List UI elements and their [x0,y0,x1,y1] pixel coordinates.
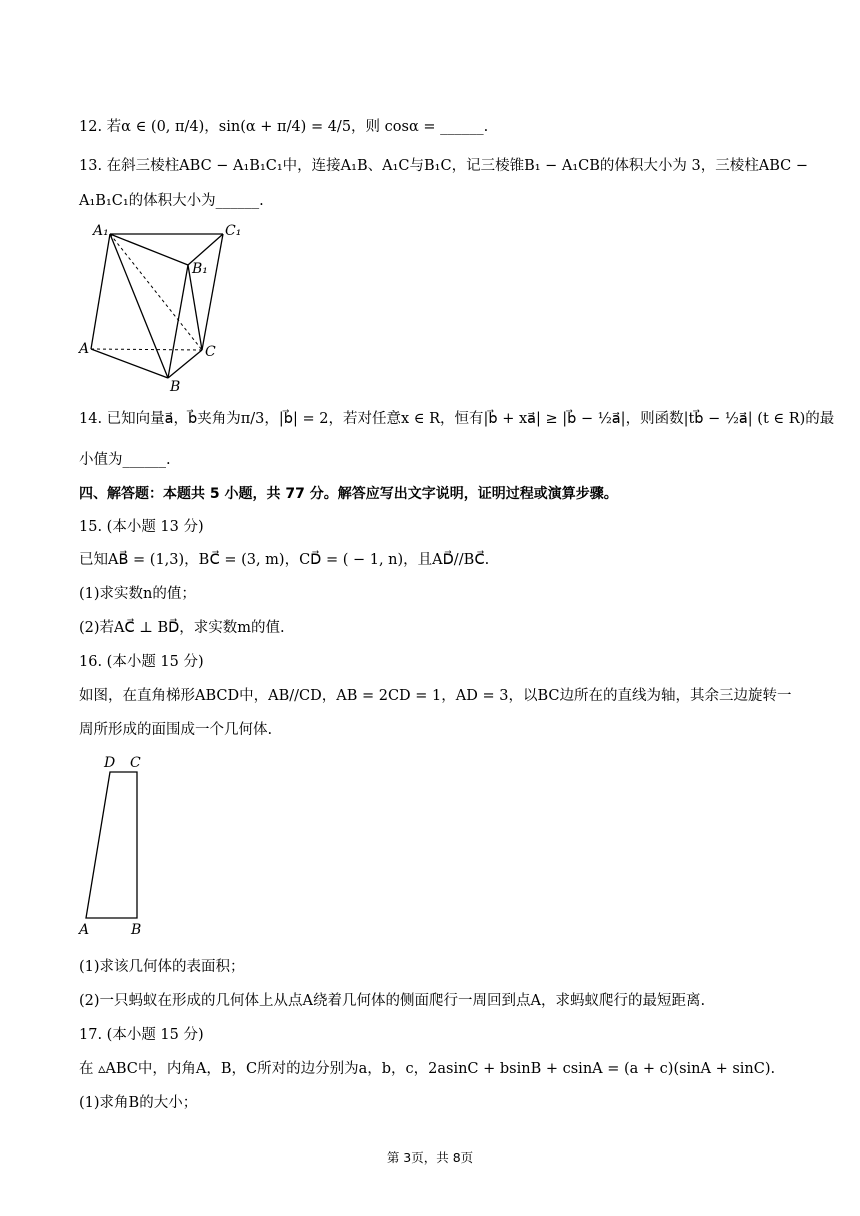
label-A: A [79,341,90,357]
problem-16-heading: 16. (本小题 15 分) [79,654,204,670]
problem-14-line1: 14. 已知向量a⃗，b⃗夹角为π/3，|b⃗| = 2，若对任意x ∈ R，恒有|b⃗ + xa⃗| ≥ |b⃗ − ½a⃗|，则函数|tb⃗ − ½a⃗| (t ∈ R)的最 [79,411,835,427]
problem-16-stem1: 如图，在直角梯形ABCD中，AB//CD，AB = 2CD = 1，AD = 3，以BC边所在的直线为轴，其余三边旋转一 [79,688,792,704]
problem-13-line1: 13. 在斜三棱柱ABC − A₁B₁C₁中，连接A₁B、A₁C与B₁C，记三棱锥B₁ − A₁CB的体积大小为 3，三棱柱ABC − [79,158,809,174]
figure-16-trapezoid [76,750,166,946]
problem-17-stem: 在 ▵ABC中，内角A，B，C所对的边分别为a，b，c，2asinC + bsinB + csinA = (a + c)(sinA + sinC). [79,1061,776,1077]
problem-12: 12. 若α ∈ (0, π/4)，sin(α + π/4) = 4/5，则 cosα = ______. [79,119,489,135]
page-footer: 第 3页，共 8页 [386,1150,474,1165]
label-A: A [79,922,90,938]
problem-17-q1: (1)求角B的大小； [79,1095,198,1111]
label-B: B [170,379,181,395]
section-4-heading: 四、解答题：本题共 5 小题，共 77 分。解答应写出文字说明，证明过程或演算步骤。 [79,486,618,502]
label-A1: A₁ [93,223,109,239]
problem-16-q1: (1)求该几何体的表面积； [79,959,245,975]
problem-13-line2: A₁B₁C₁的体积大小为______. [79,193,264,209]
problem-15-stem: 已知AB⃗ = (1,3)，BC⃗ = (3, m)，CD⃗ = ( − 1, n)，且AD⃗//BC⃗. [79,552,490,568]
label-C: C [205,344,216,360]
label-C1: C₁ [225,223,242,239]
problem-17-heading: 17. (本小题 15 分) [79,1027,204,1043]
problem-14-line2: 小值为______. [79,452,171,468]
problem-16-stem2: 周所形成的面围成一个几何体. [79,722,273,738]
problem-15-q1: (1)求实数n的值； [79,586,196,602]
problem-15-q2: (2)若AC⃗ ⊥ BD⃗，求实数m的值. [79,620,285,636]
label-B: B [131,922,142,938]
problem-16-q2: (2)一只蚂蚁在形成的几何体上从点A绕着几何体的侧面爬行一周回到点A，求蚂蚁爬行的最短距离. [79,993,706,1009]
label-C: C [130,755,141,771]
label-D: D [104,755,116,771]
label-B1: B₁ [192,261,208,277]
problem-15-heading: 15. (本小题 13 分) [79,519,204,535]
figure-13-prism [78,218,258,402]
